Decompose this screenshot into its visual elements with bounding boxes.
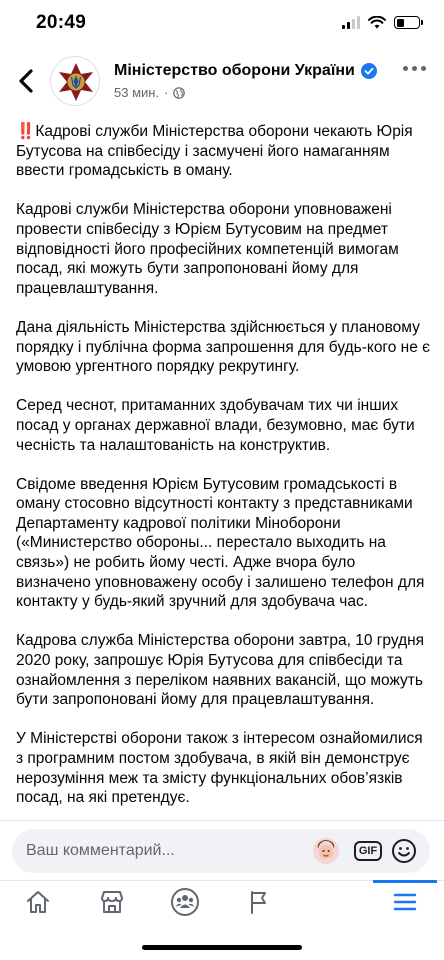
warning-icon: ‼️: [16, 123, 36, 140]
status-bar: [0, 0, 444, 48]
post-meta: [114, 85, 185, 100]
ministry-emblem-icon: [51, 57, 100, 106]
more-options-button[interactable]: [403, 66, 426, 71]
nav-active-indicator: [373, 880, 437, 883]
gif-button[interactable]: [354, 837, 382, 865]
back-chevron-icon: [14, 66, 40, 96]
marketplace-icon: [98, 888, 126, 916]
nav-groups[interactable]: [168, 885, 202, 919]
bottom-nav: [0, 880, 444, 924]
post-paragraph: У Міністерстві оборони також з інтересом ознайомилися з програмним постом здобувача, в якій він демонструє нерозуміння меж та змісту функціональних обов’язків посад, на які претендує.: [16, 730, 423, 807]
post-header: [0, 56, 444, 112]
nav-menu[interactable]: [388, 885, 422, 919]
post-paragraph: Дана діяльність Міністерства здійснюється у плановому порядку і публічна форма запрошення для будь-кого не є умовою ургентного порядку рекрутингу.: [16, 318, 431, 376]
verified-badge-icon: [361, 63, 377, 79]
gif-label: GIF: [354, 841, 382, 861]
comment-bar: [0, 820, 444, 880]
wifi-icon: [368, 16, 386, 29]
cellular-signal-icon: [342, 16, 360, 29]
page-name-row: [114, 62, 377, 80]
meta-separator: ·: [164, 85, 169, 100]
nav-pages[interactable]: [242, 885, 276, 919]
status-time: 20:49: [36, 12, 87, 33]
comment-input[interactable]: [12, 829, 430, 873]
groups-icon: [170, 887, 200, 917]
emoji-icon[interactable]: [390, 837, 418, 865]
nav-marketplace[interactable]: [95, 885, 129, 919]
post-paragraph: Кадрова служба Міністерства оборони завтра, 10 грудня 2020 року, запрошує Юрія Бутусова для співбесіди та ознайомлення з переліком наявних вакансій, що можуть бути запропоновані йому для працевлаштування.: [16, 632, 425, 709]
globe-icon: [173, 87, 185, 99]
page-name[interactable]: Міністерство оборони України: [114, 62, 355, 79]
status-icons: [342, 16, 420, 29]
post-paragraph: Серед чеснот, притаманних здобувачам тих чи інших посад у органах державної влади, безумовно, має бути чесність та налаштованість на конструктив.: [16, 397, 415, 454]
home-icon: [24, 888, 52, 916]
page-avatar[interactable]: [50, 56, 100, 106]
post-paragraph: Кадрові служби Міністерства оборони уповноважені провести співбесіду з Юрієм Бутусовим на предмет відповідності його професійних компетенцій вимогам посад, які можуть бути запропоновані йому для працевлаштування.: [16, 201, 399, 297]
comment-placeholder: Ваш комментарий...: [26, 842, 175, 859]
back-button[interactable]: [14, 66, 40, 96]
battery-icon: [394, 16, 420, 29]
menu-icon: [391, 888, 419, 916]
post-time[interactable]: 53 мин.: [114, 85, 160, 100]
nav-home[interactable]: [21, 885, 55, 919]
post-paragraph: ‼️Кадрові служби Міністерства оборони чекають Юрія Бутусова на співбесіду і засмучені його намаганням ввести громадськість в оману.: [16, 123, 413, 180]
avatar-sticker-icon[interactable]: [312, 837, 340, 865]
home-indicator: [142, 945, 302, 950]
more-dots-icon: [403, 66, 408, 71]
post-body: [16, 122, 434, 827]
pages-flag-icon: [245, 888, 273, 916]
post-paragraph: Свідоме введення Юрієм Бутусовим громадськості в оману стосовно відсутності контакту з представниками Департаменту кадрової політики Міноборони («Министерство обороны... перестало выходить на связь») не робить йому честі. Адже вчора було визначено уповноважену особу і залишено телефон для контакту у будь-який зручний для здобувача час.: [16, 475, 425, 611]
